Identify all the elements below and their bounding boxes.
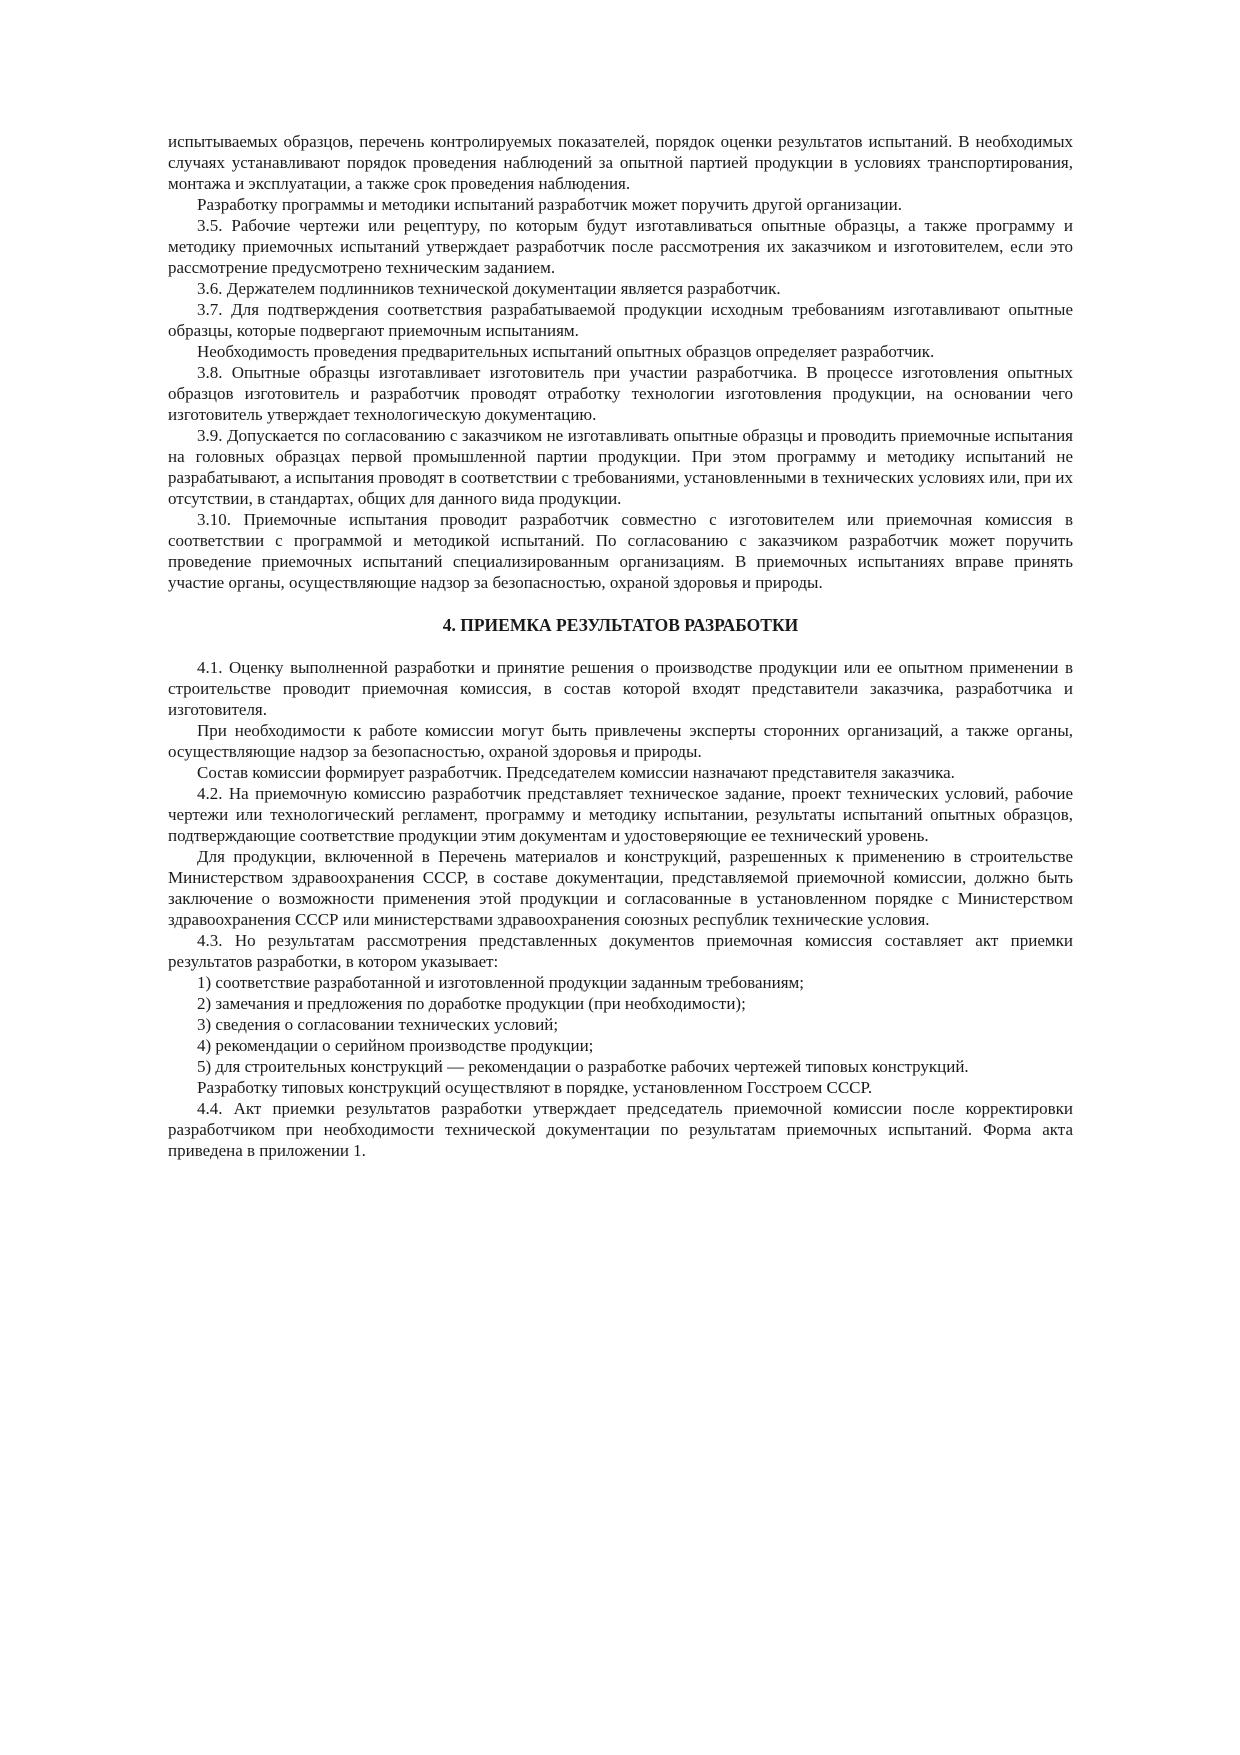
paragraph: Для продукции, включенной в Перечень материалов и конструкций, разрешенных к применению в строительстве Министерством здравоохранения СССР, в составе документации, представляемой приемочной комиссии, должно быть заключение о возможности применения этой продукции и согласованные в установленном порядке с Министерством здравоохранения СССР или министерствами здравоохранения союзных республик технические условия.: [168, 847, 1073, 929]
paragraph: Состав комиссии формирует разработчик. Председателем комиссии назначают представителя заказчика.: [197, 763, 955, 782]
paragraph: Разработку программы и методики испытаний разработчик может поручить другой организации.: [197, 195, 902, 214]
list-item: 4) рекомендации о серийном производстве продукции;: [197, 1036, 594, 1055]
paragraph: 3.5. Рабочие чертежи или рецептуру, по которым будут изготавливаться опытные образцы, а также программу и методику приемочных испытаний утверждает разработчик после рассмотрения их заказчиком и изготовителем, если это рассмотрение предусмотрено техническим заданием.: [168, 216, 1073, 277]
paragraph: 4.2. На приемочную комиссию разработчик представляет техническое задание, проект технических условий, рабочие чертежи или технологический регламент, программу и методику испытании, результаты испытаний опытных образцов, подтверждающие соответствие продукции этим документам и удостоверяющие ее технический уровень.: [168, 784, 1073, 845]
list-item: 5) для строительных конструкций — рекомендации о разработке рабочих чертежей типовых конструкций.: [197, 1057, 969, 1076]
paragraph: 3.7. Для подтверждения соответствия разрабатываемой продукции исходным требованиям изготавливают опытные образцы, которые подвергают приемочным испытаниям.: [168, 300, 1073, 340]
paragraph: 4.1. Оценку выполненной разработки и принятие решения о производстве продукции или ее опытном применении в строительстве проводит приемочная комиссия, в состав которой входят представители заказчика, разработчика и изготовителя.: [168, 658, 1073, 719]
paragraph: 4.4. Акт приемки результатов разработки утверждает председатель приемочной комиссии после корректировки разработчиком при необходимости технической документации по результатам приемочных испытаний. Форма акта приведена в приложении 1.: [168, 1099, 1073, 1160]
paragraph: испытываемых образцов, перечень контролируемых показателей, порядок оценки результатов испытаний. В необходимых случаях устанавливают порядок проведения наблюдений за опытной партией продукции в условиях транспортирования, монтажа и эксплуатации, а также срок проведения наблюдения.: [168, 132, 1073, 193]
document-content: [168, 131, 1073, 1161]
list-item: 3) сведения о согласовании технических условий;: [197, 1015, 559, 1034]
paragraph: 3.10. Приемочные испытания проводит разработчик совместно с изготовителем или приемочная комиссия в соответствии с программой и методикой испытаний. По согласованию с заказчиком разработчик может поручить проведение приемочных испытаний специализированным организациям. В приемочных испытаниях вправе принять участие органы, осуществляющие надзор за безопасностью, охраной здоровья и природы.: [168, 510, 1073, 592]
paragraph: Разработку типовых конструкций осуществляют в порядке, установленном Госстроем СССР.: [197, 1078, 873, 1097]
paragraph: 3.9. Допускается по согласованию с заказчиком не изготавливать опытные образцы и проводить приемочные испытания на головных образцах первой промышленной партии продукции. При этом программу и методику испытаний не разрабатывают, а испытания проводят в соответствии с требованиями, установленными в технических условиях или, при их отсутствии, в стандартах, общих для данного вида продукции.: [168, 426, 1073, 508]
paragraph: 4.3. Но результатам рассмотрения представленных документов приемочная комиссия составляет акт приемки результатов разработки, в котором указывает:: [168, 931, 1073, 971]
paragraph: При необходимости к работе комиссии могут быть привлечены эксперты сторонних организаций, а также органы, осуществляющие надзор за безопасностью, охраной здоровья и природы.: [168, 721, 1073, 761]
paragraph: 3.8. Опытные образцы изготавливает изготовитель при участии разработчика. В процессе изготовления опытных образцов изготовитель и разработчик проводят отработку технологии изготовления продукции, на основании чего изготовитель утверждает технологическую документацию.: [168, 363, 1073, 424]
list-item: 1) соответствие разработанной и изготовленной продукции заданным требованиям;: [197, 973, 805, 992]
paragraph: Необходимость проведения предварительных испытаний опытных образцов определяет разработчик.: [197, 342, 935, 361]
section-heading: 4. ПРИЕМКА РЕЗУЛЬТАТОВ РАЗРАБОТКИ: [442, 615, 799, 635]
list-item: 2) замечания и предложения по доработке продукции (при необходимости);: [197, 994, 746, 1013]
paragraph: 3.6. Держателем подлинников технической документации является разработчик.: [197, 279, 781, 298]
